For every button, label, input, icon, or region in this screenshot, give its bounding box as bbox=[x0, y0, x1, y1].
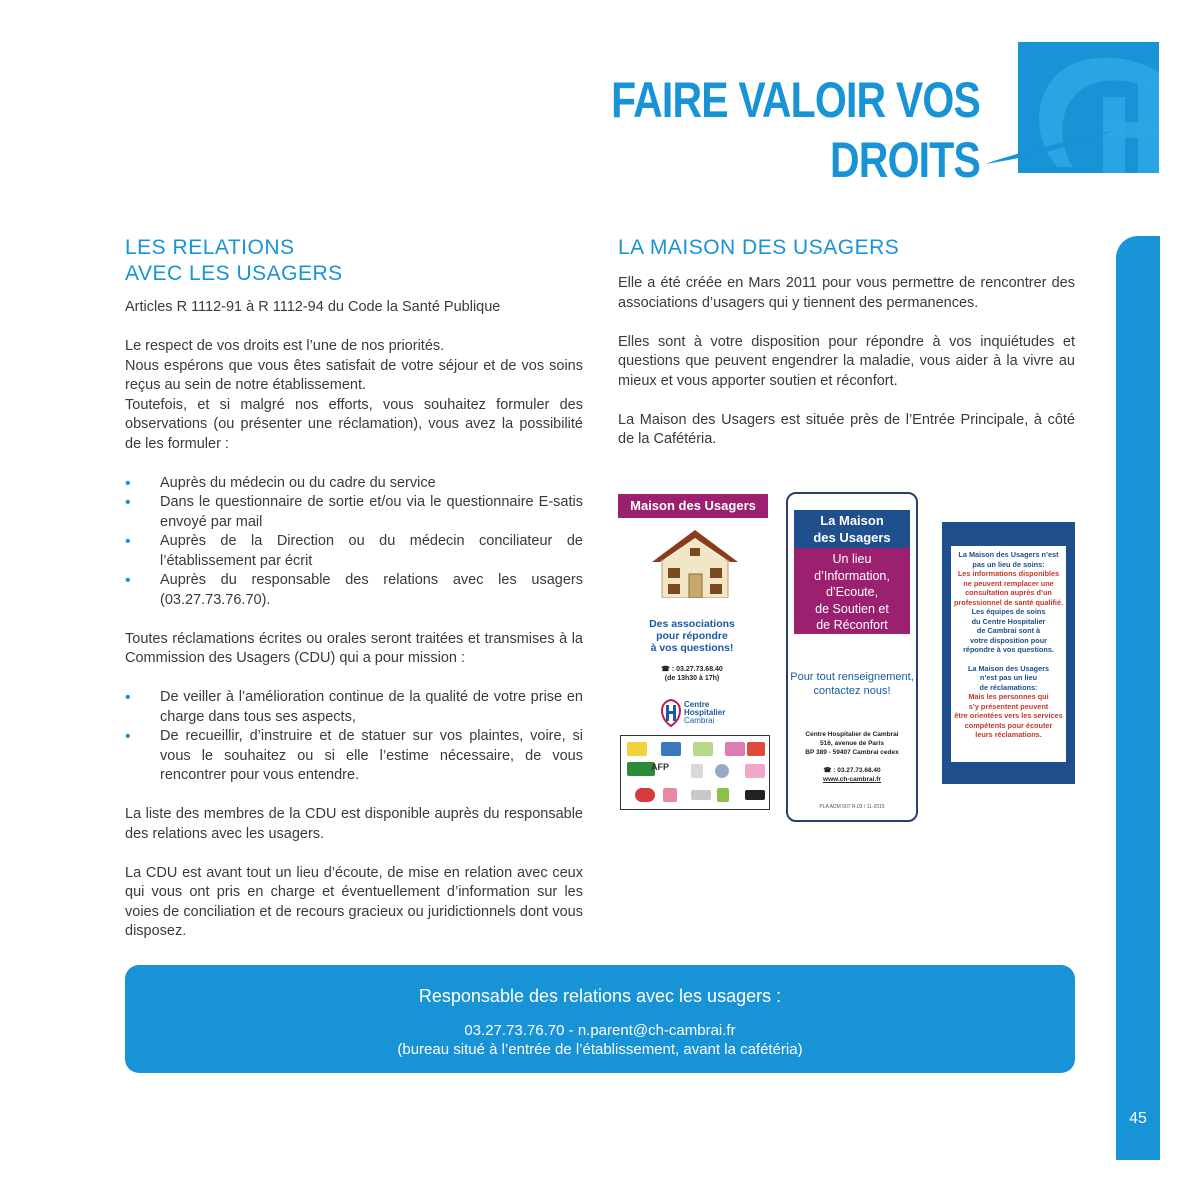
partner-logo bbox=[627, 742, 647, 756]
poster1-phone bbox=[622, 665, 762, 683]
partner-logo bbox=[725, 742, 745, 756]
poster2-info-line: Pour tout renseignement, bbox=[790, 671, 914, 683]
paragraph-listening: La CDU est avant tout un lieu d’écoute, de mise en relation avec ceux qui vous ont pris en charge et éventuellement d’information sur les voies de conciliation et de recours gracieux ou juridictionnels dont vous disposez. bbox=[125, 864, 583, 939]
hospital-logo-text bbox=[684, 701, 725, 725]
list-item: • Auprès du médecin ou du cadre du service bbox=[125, 474, 583, 494]
notice-line: La Maison des Usagers bbox=[967, 663, 1050, 673]
left-column bbox=[125, 298, 583, 942]
paragraph-priorities: Le respect de vos droits est l’une de nos priorités. bbox=[125, 338, 445, 354]
list-item: • De recueillir, d’instruire et de statuer sur vos plaintes, voire, si vous le souhaitez ou si elle l’estime nécessaire, de vous rencontrer pour vous entendre. bbox=[125, 727, 583, 786]
paragraph-observations: Toutefois, et si malgré nos efforts, vous souhaitez formuler des observations (ou présenter une réclamation), vous avez la possibilité de les formuler : bbox=[125, 396, 583, 452]
left-heading-line1: LES RELATIONS bbox=[125, 236, 295, 259]
paragraph-satisfaction: Nous espérons que vous êtes satisfait de votre séjour et de vos soins reçus au sein de notre établissement. bbox=[125, 357, 583, 393]
partner-logo bbox=[663, 788, 677, 802]
house-icon bbox=[650, 528, 740, 598]
notice-line: La Maison des Usagers n’est bbox=[958, 550, 1059, 559]
partner-logos bbox=[620, 735, 770, 810]
poster1-phone-number: ☎ : 03.27.73.68.40 bbox=[661, 666, 723, 673]
poster2-reference: PLA ADM 007 R.03 / 11-2015 bbox=[819, 804, 885, 810]
notice-line: Mais les personnes qui bbox=[968, 692, 1049, 701]
notice-line: de réclamations: bbox=[979, 682, 1038, 692]
notice-line: Les équipes de soins bbox=[971, 607, 1046, 616]
poster3-text bbox=[951, 546, 1066, 762]
poster2-phone: ☎ : 03.27.73.68.40 bbox=[823, 767, 881, 774]
partner-logo bbox=[715, 764, 729, 778]
contact-title: Responsable des relations avec les usagers : bbox=[418, 986, 782, 1006]
poster-maison-des-usagers bbox=[612, 490, 772, 815]
poster2-info bbox=[788, 670, 916, 698]
notice-line: de Cambrai sont à bbox=[976, 626, 1041, 635]
address-line: Centre Hospitalier de Cambrai bbox=[805, 731, 899, 738]
logo-text-line: Hospitalier bbox=[684, 708, 726, 717]
list-item: • De veiller à l’amélioration continue de la qualité de votre prise en charge dans tous ses aspects, bbox=[125, 688, 583, 727]
partner-logo bbox=[693, 742, 713, 756]
notice-line: leurs réclamations. bbox=[975, 730, 1042, 739]
notice-line: être orientées vers les services bbox=[954, 711, 1063, 720]
partner-logo bbox=[745, 790, 765, 800]
partner-logo bbox=[661, 742, 681, 756]
list-item: • Auprès de la Direction ou du médecin conciliateur de l’établissement par écrit bbox=[125, 532, 583, 571]
poster2-description-line: de Réconfort bbox=[816, 618, 888, 632]
poster-notice bbox=[942, 522, 1075, 784]
left-heading bbox=[125, 235, 525, 287]
paragraph-cdu: Toutes réclamations écrites ou orales seront traitées et transmises à la Commission des Usagers (CDU) qui a pour mission : bbox=[125, 630, 583, 666]
page-title: FAIRE VALOIR VOS DROITS bbox=[611, 72, 980, 188]
poster2-contact bbox=[788, 766, 916, 784]
side-bar bbox=[1116, 236, 1160, 1160]
poster1-text-line: à vos questions! bbox=[650, 642, 734, 654]
address-line: 516, avenue de Paris bbox=[820, 740, 884, 747]
notice-line: n’est pas un lieu bbox=[979, 673, 1038, 682]
paragraph-location: La Maison des Usagers est située près de l’Entrée Principale, à côté de la Cafétéria. bbox=[618, 411, 1075, 447]
partner-logo bbox=[691, 790, 711, 800]
notice-line: pas un lieu de soins: bbox=[972, 559, 1045, 569]
notice-line: compétents pour écouter bbox=[964, 720, 1053, 730]
logo-text-line: Centre bbox=[684, 700, 710, 709]
poster2-description-line: de Soutien et bbox=[815, 601, 889, 616]
partner-logo bbox=[747, 742, 765, 756]
notice-line: ne peuvent remplacer une bbox=[963, 578, 1054, 588]
address-line: BP 389 - 59407 Cambrai cedex bbox=[805, 749, 899, 756]
poster1-text-line: pour répondre bbox=[656, 630, 728, 642]
logo-text-line: Cambrai bbox=[684, 716, 715, 725]
page-number: 45 bbox=[1129, 1110, 1147, 1127]
poster2-title bbox=[794, 510, 910, 548]
poster2-title-line: des Usagers bbox=[813, 530, 891, 545]
list-item: • Dans le questionnaire de sortie et/ou via le questionnaire E-satis envoyé par mail bbox=[125, 493, 583, 532]
partner-logo bbox=[745, 764, 765, 778]
contact-phone-email: 03.27.73.76.70 - n.parent@ch-cambrai.fr bbox=[464, 1022, 736, 1039]
poster1-text bbox=[622, 618, 762, 654]
poster2-info-line: contactez nous! bbox=[813, 685, 891, 697]
cdu-mission-list bbox=[125, 688, 583, 786]
poster2-description bbox=[794, 548, 910, 634]
notice-line: répondre à vos questions. bbox=[963, 645, 1054, 654]
partner-logo-afp: AFP bbox=[651, 762, 669, 772]
notice-line: du Centre Hospitalier bbox=[971, 616, 1046, 626]
poster2-address bbox=[788, 730, 916, 757]
right-heading: LA MAISON DES USAGERS bbox=[618, 236, 900, 259]
list-item: • Auprès du responsable des relations avec les usagers (03.27.73.76.70). bbox=[125, 571, 583, 610]
poster2-description-line: d’Ecoute, bbox=[825, 585, 879, 599]
poster2-description-line: Un lieu bbox=[832, 552, 872, 566]
notice-line: s’y présentent peuvent bbox=[968, 701, 1049, 711]
paragraph-availability: Elles sont à votre disposition pour répondre à vos inquiétudes et questions que peuvent engendrer la maladie, vous aider à la vivre au mieux et vous apporter soutien et réconfort. bbox=[618, 333, 1075, 389]
paragraph-creation: Elle a été créée en Mars 2011 pour vous permettre de rencontrer des associations d’usagers qui y tiennent des permanences. bbox=[618, 275, 1075, 311]
partner-logo bbox=[691, 764, 703, 778]
left-heading-line2: AVEC LES USAGERS bbox=[125, 262, 343, 285]
poster1-header: Maison des Usagers bbox=[618, 494, 768, 518]
poster-lieu-information bbox=[786, 492, 918, 822]
partner-logo bbox=[717, 788, 729, 802]
poster2-description-line: d’Information, bbox=[814, 568, 890, 583]
poster1-hours: (de 13h30 à 17h) bbox=[664, 675, 720, 682]
partner-logo bbox=[635, 788, 655, 802]
complaint-channels-list bbox=[125, 474, 583, 611]
notice-line: consultation auprès d’un bbox=[965, 588, 1052, 597]
notice-line: Les informations disponibles bbox=[957, 569, 1060, 578]
contact-office-location: (bureau situé à l’entrée de l’établissement, avant la cafétéria) bbox=[397, 1041, 803, 1058]
poster2-website: www.ch-cambrai.fr bbox=[823, 776, 881, 783]
paragraph-members: La liste des membres de la CDU est disponible auprès du responsable des relations avec les usagers. bbox=[125, 806, 583, 842]
notice-line: professionnel de santé qualifié. bbox=[953, 597, 1064, 607]
articles-reference: Articles R 1112-91 à R 1112-94 du Code la Santé Publique bbox=[125, 299, 501, 315]
poster1-text-line: Des associations bbox=[649, 618, 735, 630]
notice-line: votre disposition pour bbox=[969, 635, 1048, 645]
poster2-title-line: La Maison bbox=[820, 513, 884, 528]
right-column bbox=[618, 274, 1075, 450]
swoosh-decoration bbox=[985, 128, 1115, 168]
contact-box bbox=[125, 965, 1075, 1073]
